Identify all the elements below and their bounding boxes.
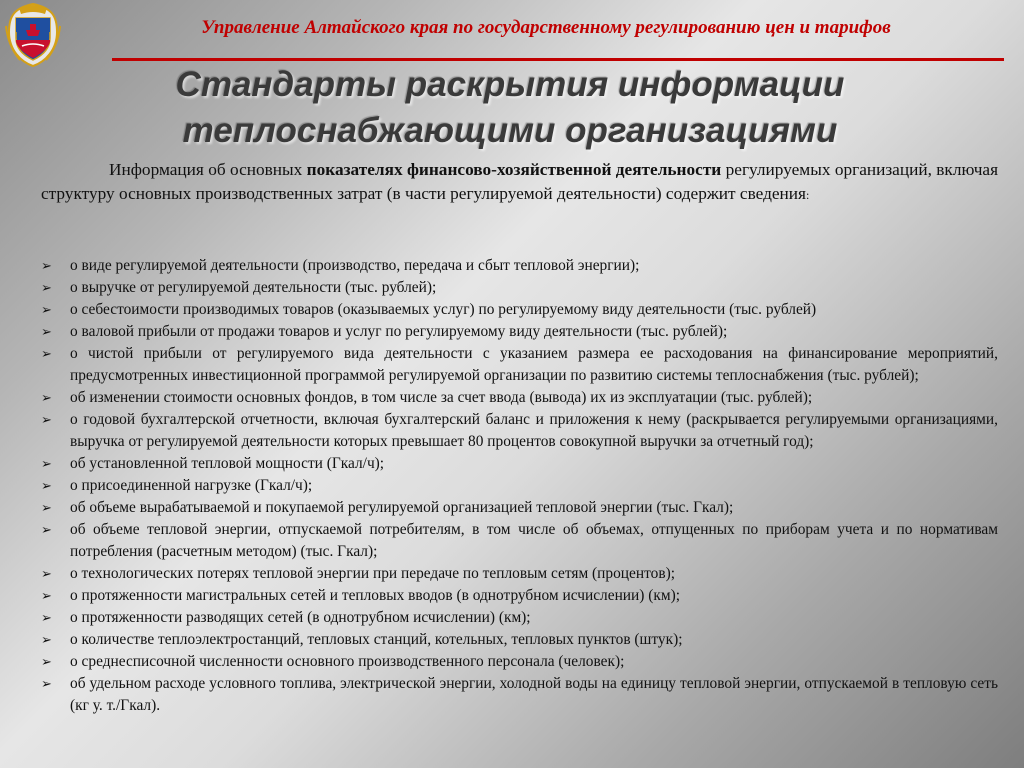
list-item-text: об изменении стоимости основных фондов, в том числе за счет ввода (вывода) их из эксплуатации (тыс. рублей);: [70, 389, 813, 406]
arrow-bullet-icon: ➢: [41, 632, 52, 647]
intro-paragraph: [41, 158, 998, 207]
title-line-1: Стандарты раскрытия информации: [175, 65, 845, 104]
organization-header: Управление Алтайского края по государственному регулированию цен и тарифов: [201, 17, 891, 38]
list-item-text: о количестве теплоэлектростанций, тепловых станций, котельных, тепловых пунктов (штук);: [70, 631, 683, 648]
list-item: [41, 299, 998, 321]
list-item: [41, 255, 998, 277]
list-item-text: об объеме тепловой энергии, отпускаемой потребителям, в том числе об объемах, отпущенных по приборам учета и по нормативам потребления (расчетным методом) (тыс. Гкал);: [70, 521, 998, 560]
title-line-2: теплоснабжающими организациями: [182, 111, 838, 150]
intro-bold-phrase: показателях финансово-хозяйственной деятельности: [306, 160, 722, 179]
list-item: [41, 409, 998, 453]
list-item-text: о валовой прибыли от продажи товаров и услуг по регулируемому виду деятельности (тыс. рублей);: [70, 323, 728, 340]
arrow-bullet-icon: ➢: [41, 566, 52, 581]
intro-text-end: регулируемых организаций, включая структуру основных производственных затрат (в части регулируемой деятельности) содержит сведения: [41, 160, 999, 203]
arrow-bullet-icon: ➢: [41, 500, 52, 515]
list-item-text: о себестоимости производимых товаров (оказываемых услуг) по регулируемому виду деятельности (тыс. рублей): [70, 301, 817, 318]
arrow-bullet-icon: ➢: [41, 346, 52, 361]
disclosure-list: [41, 255, 998, 717]
list-item-text: об удельном расходе условного топлива, электрической энергии, холодной воды на единицу тепловой энергии, отпускаемой в тепловую сеть (кг у. т./Гкал).: [70, 675, 998, 714]
arrow-bullet-icon: ➢: [41, 324, 52, 339]
list-item-text: о протяженности магистральных сетей и тепловых вводов (в однотрубном исчислении) (км);: [70, 587, 680, 604]
intro-text-start: Информация об основных: [109, 160, 307, 179]
header-divider: [112, 58, 1004, 61]
list-item: [41, 343, 998, 387]
arrow-bullet-icon: ➢: [41, 676, 52, 691]
intro-colon: :: [806, 188, 810, 202]
list-item: [41, 673, 998, 717]
arrow-bullet-icon: ➢: [41, 522, 52, 537]
list-item: [41, 277, 998, 299]
page-title: [60, 62, 960, 154]
list-item-text: о присоединенной нагрузке (Гкал/ч);: [70, 477, 313, 494]
list-item-text: о среднесписочной численности основного производственного персонала (человек);: [70, 653, 625, 670]
arrow-bullet-icon: ➢: [41, 588, 52, 603]
list-item: [41, 519, 998, 563]
arrow-bullet-icon: ➢: [41, 478, 52, 493]
arrow-bullet-icon: ➢: [41, 456, 52, 471]
list-item: [41, 387, 998, 409]
list-item: [41, 497, 998, 519]
list-item: [41, 607, 998, 629]
arrow-bullet-icon: ➢: [41, 610, 52, 625]
arrow-bullet-icon: ➢: [41, 390, 52, 405]
arrow-bullet-icon: ➢: [41, 654, 52, 669]
coat-of-arms-icon: [4, 2, 62, 68]
list-item-text: о технологических потерях тепловой энергии при передаче по тепловым сетям (процентов);: [70, 565, 675, 582]
list-item: [41, 321, 998, 343]
list-item: [41, 585, 998, 607]
arrow-bullet-icon: ➢: [41, 280, 52, 295]
list-item: [41, 453, 998, 475]
list-item: [41, 563, 998, 585]
arrow-bullet-icon: ➢: [41, 302, 52, 317]
arrow-bullet-icon: ➢: [41, 412, 52, 427]
list-item: [41, 629, 998, 651]
list-item-text: об объеме вырабатываемой и покупаемой регулируемой организацией тепловой энергии (тыс. Гкал);: [70, 499, 734, 516]
list-item-text: о выручке от регулируемой деятельности (тыс. рублей);: [70, 279, 437, 296]
list-item: [41, 475, 998, 497]
list-item-text: о годовой бухгалтерской отчетности, включая бухгалтерский баланс и приложения к нему (раскрывается регулируемыми организациями, выручка от регулируемой деятельности которых превышает 80 процентов совокупной выручки за отчетный год);: [70, 411, 998, 450]
list-item-text: о виде регулируемой деятельности (производство, передача и сбыт тепловой энергии);: [70, 257, 640, 274]
list-item: [41, 651, 998, 673]
list-item-text: о чистой прибыли от регулируемого вида деятельности с указанием размера ее расходования на финансирование мероприятий, предусмотренных инвестиционной программой регулируемой организации по развитию системы теплоснабжения (тыс. рублей);: [70, 345, 998, 384]
list-item-text: об установленной тепловой мощности (Гкал/ч);: [70, 455, 385, 472]
list-item-text: о протяженности разводящих сетей (в однотрубном исчислении) (км);: [70, 609, 531, 626]
arrow-bullet-icon: ➢: [41, 258, 52, 273]
